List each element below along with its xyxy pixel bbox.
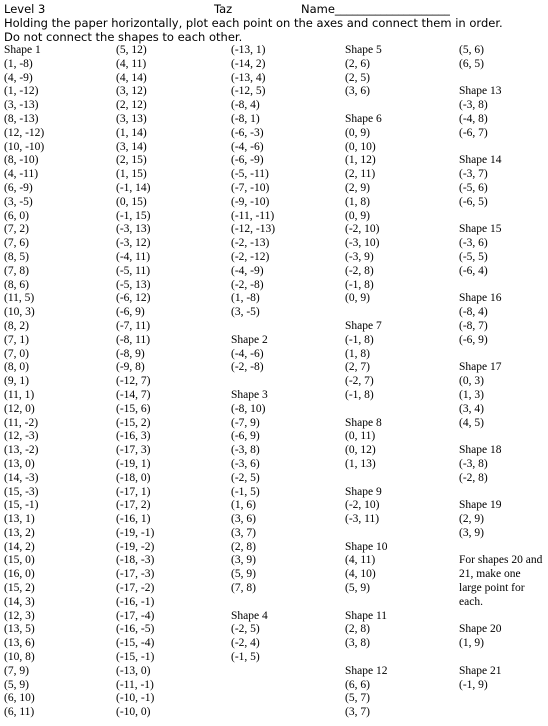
- point-entry: (0, 3): [459, 375, 484, 388]
- point-entry: (14, 2): [4, 540, 35, 553]
- point-entry: (1, 8): [345, 347, 370, 360]
- point-entry: [459, 486, 545, 500]
- point-entry: (14, 3): [4, 595, 35, 608]
- point-entry: (-5, 13): [116, 278, 151, 291]
- point-entry: (-1, 5): [231, 651, 260, 664]
- point-entry: (-16, -1): [116, 595, 155, 608]
- point-entry: (-8, 4): [231, 99, 260, 112]
- level-label: Level 3: [4, 2, 46, 16]
- point-entry: [345, 527, 387, 541]
- shape-heading: Shape 15: [459, 223, 502, 236]
- point-entry: (6, 5): [459, 57, 484, 70]
- point-entry: (1, -8): [4, 57, 33, 70]
- point-entry: (-1, 15): [116, 209, 151, 222]
- point-entry: (0, 9): [345, 292, 370, 305]
- point-entry: (-2, 7): [345, 375, 374, 388]
- point-entry: (1, -12): [4, 85, 39, 98]
- point-entry: (-13, 0): [116, 664, 151, 677]
- point-entry: (-2, 5): [231, 623, 260, 636]
- point-entry: [459, 141, 545, 155]
- point-entry: (-4, -6): [231, 347, 264, 360]
- shape-heading: Shape 13: [459, 85, 502, 98]
- point-entry: (1, 12): [345, 154, 376, 167]
- point-entry: [345, 403, 387, 417]
- point-entry: (7, 6): [4, 237, 29, 250]
- point-entry: (15, -3): [4, 485, 39, 498]
- point-entry: (-6, 12): [116, 292, 151, 305]
- point-entry: (-16, 3): [116, 430, 151, 443]
- point-entry: [231, 320, 275, 334]
- point-entry: (-11, -1): [116, 678, 154, 691]
- point-entry: (13, 5): [4, 623, 35, 636]
- point-entry: (-18, -3): [116, 554, 155, 567]
- point-entry: (5, 7): [345, 692, 370, 705]
- point-entry: (-2, 4): [231, 637, 260, 650]
- points-column-5: [459, 44, 545, 692]
- point-entry: (-1, 8): [345, 388, 374, 401]
- point-entry: (3, 12): [116, 85, 147, 98]
- point-entry: (-12, 5): [231, 85, 266, 98]
- point-entry: (7, 0): [4, 347, 29, 360]
- point-entry: (-6, -9): [231, 154, 264, 167]
- point-entry: (3, 14): [116, 140, 147, 153]
- point-entry: (-8, 4): [459, 306, 488, 319]
- point-entry: (-7, -10): [231, 181, 270, 194]
- point-entry: (-2, 8): [345, 264, 374, 277]
- point-entry: (-13, 1): [231, 44, 266, 56]
- point-entry: (3, 9): [231, 554, 256, 567]
- point-entry: (-3, 8): [459, 457, 488, 470]
- point-entry: (0, 11): [345, 430, 376, 443]
- point-entry: (-13, 4): [231, 71, 266, 84]
- shapes-note: For shapes 20 and 21, make one large point for each.: [459, 554, 543, 608]
- points-column-4: [345, 44, 387, 720]
- shape-heading: Shape 21: [459, 664, 502, 677]
- point-entry: (-2, 5): [231, 471, 260, 484]
- shape-heading: Shape 1: [4, 44, 41, 56]
- point-entry: (-16, -5): [116, 623, 155, 636]
- point-entry: (-4, 8): [459, 112, 488, 125]
- name-field-label: Name____________________: [301, 2, 450, 16]
- point-entry: (-8, 7): [459, 319, 488, 332]
- point-entry: (6, 6): [345, 678, 370, 691]
- shape-heading: Shape 14: [459, 154, 502, 167]
- point-entry: [345, 99, 387, 113]
- point-entry: (8, 6): [4, 278, 29, 291]
- point-entry: (-6, 4): [459, 264, 488, 277]
- point-entry: (1, 13): [345, 457, 376, 470]
- point-entry: (-18, 0): [116, 471, 151, 484]
- point-entry: [345, 596, 387, 610]
- point-entry: (12, -12): [4, 126, 45, 139]
- point-entry: (5, 9): [345, 582, 370, 595]
- point-entry: (-10, 0): [116, 706, 151, 719]
- point-entry: (0, 12): [345, 444, 376, 457]
- point-entry: (1, 9): [459, 637, 484, 650]
- point-entry: (12, -3): [4, 430, 39, 443]
- point-entry: (9, 1): [4, 375, 29, 388]
- point-entry: (-1, 8): [345, 278, 374, 291]
- point-entry: (4, 11): [345, 554, 376, 567]
- point-entry: (-3, 6): [231, 457, 260, 470]
- point-entry: (11, 1): [4, 388, 35, 401]
- point-entry: (12, 3): [4, 609, 35, 622]
- point-entry: (-5, -11): [231, 168, 269, 181]
- point-entry: (-17, -3): [116, 568, 155, 581]
- point-entry: (-15, 6): [116, 402, 151, 415]
- point-entry: [345, 472, 387, 486]
- point-entry: (3, 7): [345, 706, 370, 719]
- point-entry: (8, 5): [4, 250, 29, 263]
- point-entry: [345, 306, 387, 320]
- shape-heading: Shape 11: [345, 609, 388, 622]
- points-column-2: [116, 44, 154, 720]
- point-entry: (-6, 9): [459, 333, 488, 346]
- point-entry: (-15, -1): [116, 651, 155, 664]
- point-entry: (2, 9): [345, 181, 370, 194]
- point-entry: (-14, 7): [116, 388, 151, 401]
- point-entry: [345, 651, 387, 665]
- point-entry: [459, 348, 545, 362]
- point-entry: (16, 0): [4, 568, 35, 581]
- point-entry: (-5, 11): [116, 264, 151, 277]
- point-entry: (-9, 8): [116, 361, 145, 374]
- point-entry: (-9, -10): [231, 195, 270, 208]
- point-entry: (-1, 14): [116, 181, 151, 194]
- shape-heading: Shape 5: [345, 44, 382, 56]
- shape-heading: Shape 17: [459, 361, 502, 374]
- point-entry: (-17, 2): [116, 499, 151, 512]
- point-entry: (-7, 9): [231, 416, 260, 429]
- point-entry: (5, 9): [4, 678, 29, 691]
- point-entry: (8, -13): [4, 112, 39, 125]
- point-entry: (3, 7): [231, 526, 256, 539]
- point-entry: (-12, 7): [116, 375, 151, 388]
- point-entry: (13, 0): [4, 457, 35, 470]
- point-entry: (2, 7): [345, 361, 370, 374]
- point-entry: (-3, 13): [116, 223, 151, 236]
- point-entry: (2, 8): [345, 623, 370, 636]
- point-entry: (4, 11): [116, 57, 147, 70]
- point-entry: (3, 6): [231, 513, 256, 526]
- point-entry: (-3, 11): [345, 513, 380, 526]
- point-entry: (2, 11): [345, 168, 376, 181]
- point-entry: (7, 8): [231, 582, 256, 595]
- point-entry: (1, 6): [231, 499, 256, 512]
- point-entry: (-5, 5): [459, 250, 488, 263]
- point-entry: (15, 0): [4, 554, 35, 567]
- point-entry: (0, 15): [116, 195, 147, 208]
- point-entry: (10, 3): [4, 306, 35, 319]
- shape-heading: Shape 10: [345, 540, 388, 553]
- point-entry: (3, -5): [231, 306, 260, 319]
- shape-heading: Shape 2: [231, 333, 268, 346]
- point-entry: [459, 541, 545, 555]
- point-entry: [459, 72, 545, 86]
- point-entry: (15, 2): [4, 582, 35, 595]
- point-entry: (-14, 2): [231, 57, 266, 70]
- point-entry: (3, 6): [345, 85, 370, 98]
- point-entry: (-3, 8): [459, 99, 488, 112]
- point-entry: (-8, 11): [116, 333, 151, 346]
- point-entry: (-3, 6): [459, 237, 488, 250]
- point-entry: (7, 1): [4, 333, 29, 346]
- point-entry: (4, -11): [4, 168, 39, 181]
- point-entry: (4, 5): [459, 416, 484, 429]
- shape-heading: Shape 3: [231, 388, 268, 401]
- shape-heading: Shape 8: [345, 416, 382, 429]
- point-entry: (-3, 10): [345, 237, 380, 250]
- point-entry: (6, 0): [4, 209, 29, 222]
- shape-heading: Shape 6: [345, 112, 382, 125]
- point-entry: (-8, 10): [231, 402, 266, 415]
- point-entry: (-3, 12): [116, 237, 151, 250]
- point-entry: (5, 12): [116, 44, 147, 56]
- point-entry: (-11, -11): [231, 209, 275, 222]
- point-entry: (5, 6): [459, 44, 484, 56]
- shape-heading: Shape 12: [345, 664, 388, 677]
- point-entry: (-7, 11): [116, 319, 151, 332]
- point-entry: (-19, -1): [116, 526, 155, 539]
- point-entry: (-3, 7): [459, 168, 488, 181]
- point-entry: [459, 279, 545, 293]
- point-entry: (-6, 5): [459, 195, 488, 208]
- point-entry: (7, 2): [4, 223, 29, 236]
- point-entry: (2, 15): [116, 154, 147, 167]
- point-entry: (-17, 3): [116, 444, 151, 457]
- point-entry: (-4, -9): [231, 264, 264, 277]
- point-entry: (-6, -3): [231, 126, 264, 139]
- shape-heading: Shape 18: [459, 444, 502, 457]
- point-entry: (-17, -2): [116, 582, 155, 595]
- point-entry: (2, 6): [345, 57, 370, 70]
- point-entry: (6, 11): [4, 706, 35, 719]
- points-column-3: [231, 44, 275, 665]
- point-entry: (10, -10): [4, 140, 45, 153]
- point-entry: (7, 9): [4, 664, 29, 677]
- point-entry: (-2, -13): [231, 237, 270, 250]
- point-entry: (-1, 8): [345, 333, 374, 346]
- point-entry: (1, 8): [345, 195, 370, 208]
- point-entry: (3, 4): [459, 402, 484, 415]
- point-entry: (-12, -13): [231, 223, 276, 236]
- point-entry: (15, -1): [4, 499, 39, 512]
- point-entry: (7, 8): [4, 264, 29, 277]
- point-entry: (-19, -2): [116, 540, 155, 553]
- point-entry: (0, 9): [345, 209, 370, 222]
- point-entry: (-2, -12): [231, 250, 270, 263]
- point-entry: (4, -9): [4, 71, 33, 84]
- shape-heading: Shape 9: [345, 485, 382, 498]
- point-entry: [231, 596, 275, 610]
- point-entry: (-15, 2): [116, 416, 151, 429]
- point-entry: (-2, 10): [345, 223, 380, 236]
- point-entry: (3, 8): [345, 637, 370, 650]
- shape-heading: Shape 16: [459, 292, 502, 305]
- shape-heading: Shape 7: [345, 319, 382, 332]
- point-entry: (14, -3): [4, 471, 39, 484]
- point-entry: (8, 2): [4, 319, 29, 332]
- point-entry: [231, 375, 275, 389]
- shape-heading: Shape 19: [459, 499, 502, 512]
- point-entry: (-19, 1): [116, 457, 151, 470]
- point-entry: [459, 210, 545, 224]
- point-entry: (3, 13): [116, 112, 147, 125]
- point-entry: (4, 14): [116, 71, 147, 84]
- point-entry: (6, 10): [4, 692, 35, 705]
- point-entry: (-1, 9): [459, 678, 488, 691]
- point-entry: (8, 0): [4, 361, 29, 374]
- name-code: Taz: [214, 2, 233, 16]
- point-entry: (0, 10): [345, 140, 376, 153]
- point-entry: (13, 6): [4, 637, 35, 650]
- point-entry: (13, -2): [4, 444, 39, 457]
- point-entry: (-3, 9): [345, 250, 374, 263]
- point-entry: (-17, -4): [116, 609, 155, 622]
- shape-heading: Shape 20: [459, 623, 502, 636]
- point-entry: (5, 9): [231, 568, 256, 581]
- point-entry: (3, 9): [459, 526, 484, 539]
- point-entry: (-2, -8): [231, 278, 264, 291]
- point-entry: (10, 8): [4, 651, 35, 664]
- instruction-line-1: Holding the paper horizontally, plot each point on the axes and connect them in order.: [4, 16, 503, 30]
- point-entry: (1, 3): [459, 388, 484, 401]
- point-entry: (-4, -6): [231, 140, 264, 153]
- point-entry: (13, 1): [4, 513, 35, 526]
- point-entry: (4, 10): [345, 568, 376, 581]
- point-entry: (13, 2): [4, 526, 35, 539]
- shape-heading: Shape 4: [231, 609, 268, 622]
- point-entry: (-17, 1): [116, 485, 151, 498]
- point-entry: (2, 9): [459, 513, 484, 526]
- point-entry: (3, -5): [4, 195, 33, 208]
- point-entry: (-2, -8): [231, 361, 264, 374]
- point-entry: (1, -8): [231, 292, 260, 305]
- point-entry: (12, 0): [4, 402, 35, 415]
- point-entry: (11, -2): [4, 416, 39, 429]
- point-entry: (11, 5): [4, 292, 35, 305]
- point-entry: (6, -9): [4, 181, 33, 194]
- point-entry: (-1, 5): [231, 485, 260, 498]
- points-column-1: [4, 44, 44, 720]
- instruction-line-2: Do not connect the shapes to each other.: [4, 30, 243, 44]
- point-entry: (-5, 6): [459, 181, 488, 194]
- point-entry: [459, 430, 545, 444]
- point-entry: [459, 651, 545, 665]
- point-entry: (2, 5): [345, 71, 370, 84]
- point-entry: (0, 9): [345, 126, 370, 139]
- point-entry: (1, 15): [116, 168, 147, 181]
- point-entry: [459, 610, 545, 624]
- point-entry: (-4, 11): [116, 250, 151, 263]
- point-entry: (-6, 9): [231, 430, 260, 443]
- point-entry: (1, 14): [116, 126, 147, 139]
- point-entry: (-6, 9): [116, 306, 145, 319]
- point-entry: (8, -10): [4, 154, 39, 167]
- point-entry: (-2, 10): [345, 499, 380, 512]
- point-entry: (-15, -4): [116, 637, 155, 650]
- point-entry: (2, 8): [231, 540, 256, 553]
- point-entry: (-10, -1): [116, 692, 155, 705]
- point-entry: (-8, 1): [231, 112, 260, 125]
- point-entry: (-16, 1): [116, 513, 151, 526]
- point-entry: (-3, 8): [231, 444, 260, 457]
- point-entry: (-6, 7): [459, 126, 488, 139]
- point-entry: (-8, 9): [116, 347, 145, 360]
- point-entry: (-2, 8): [459, 471, 488, 484]
- point-entry: (3, -13): [4, 99, 39, 112]
- point-entry: (2, 12): [116, 99, 147, 112]
